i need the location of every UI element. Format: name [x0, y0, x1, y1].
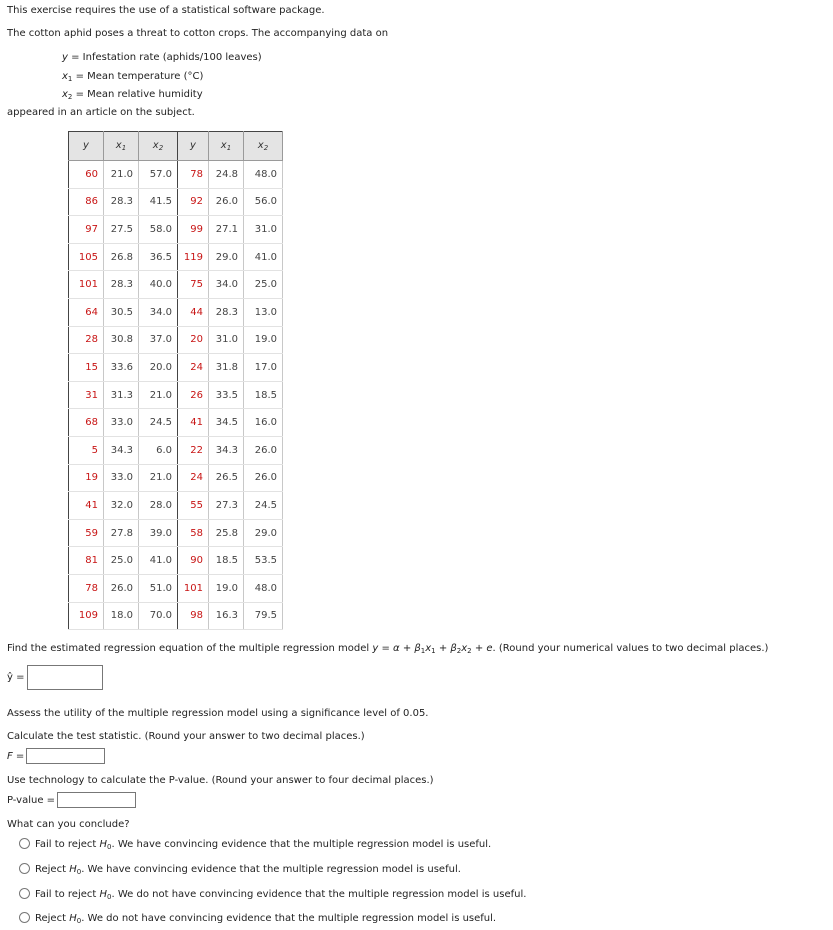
- table-cell: 86: [69, 188, 104, 216]
- table-row: [69, 298, 283, 326]
- yhat-input[interactable]: [27, 665, 103, 690]
- table-cell: 31.0: [209, 326, 244, 354]
- table-row: [69, 216, 283, 244]
- table-cell: 21.0: [139, 464, 178, 492]
- table-cell: 24: [178, 464, 209, 492]
- table-cell: 16.3: [209, 602, 244, 630]
- table-row: [69, 243, 283, 271]
- table-cell: 18.5: [209, 547, 244, 575]
- table-cell: 33.0: [104, 409, 139, 437]
- table-cell: 27.1: [209, 216, 244, 244]
- table-cell: 26: [178, 381, 209, 409]
- table-cell: 6.0: [139, 436, 178, 464]
- table-cell: 28.3: [209, 298, 244, 326]
- table-cell: 24.5: [139, 409, 178, 437]
- table-cell: 37.0: [139, 326, 178, 354]
- table-row: [69, 326, 283, 354]
- header-y: y: [178, 132, 209, 161]
- radio-option-3[interactable]: [19, 888, 30, 899]
- table-cell: 20.0: [139, 354, 178, 382]
- table-cell: 33.0: [104, 464, 139, 492]
- table-cell: 26.0: [209, 188, 244, 216]
- table-cell: 32.0: [104, 492, 139, 520]
- table-row: [69, 492, 283, 520]
- table-cell: 34.0: [209, 271, 244, 299]
- header-x1: $x_1$: [209, 132, 244, 161]
- table-cell: 57.0: [139, 161, 178, 189]
- table-cell: 20: [178, 326, 209, 354]
- table-cell: 21.0: [139, 381, 178, 409]
- table-cell: 33.5: [209, 381, 244, 409]
- table-cell: 31.0: [244, 216, 283, 244]
- radio-option-4[interactable]: [19, 912, 30, 923]
- table-cell: 24: [178, 354, 209, 382]
- calc-f-instruction: Calculate the test statistic. (Round your answer to two decimal places.): [7, 731, 365, 742]
- table-cell: 30.8: [104, 326, 139, 354]
- option-4-label[interactable]: Reject $H_0$. We do not have convincing evidence that the multiple regression model is useful.: [35, 913, 497, 925]
- table-cell: 28.0: [139, 492, 178, 520]
- table-cell: 55: [178, 492, 209, 520]
- table-cell: 53.5: [244, 547, 283, 575]
- table-cell: 98: [178, 602, 209, 630]
- table-cell: 68: [69, 409, 104, 437]
- table-cell: 26.5: [209, 464, 244, 492]
- table-row: [69, 519, 283, 547]
- table-cell: 31.8: [209, 354, 244, 382]
- table-row: [69, 381, 283, 409]
- radio-option-2[interactable]: [19, 863, 30, 874]
- option-2-label[interactable]: Reject $H_0$. We have convincing evidence that the multiple regression model is useful.: [35, 864, 461, 876]
- table-cell: 19.0: [244, 326, 283, 354]
- table-row: [69, 271, 283, 299]
- table-cell: 109: [69, 602, 104, 630]
- table-cell: 33.6: [104, 354, 139, 382]
- table-cell: 34.5: [209, 409, 244, 437]
- table-row: [69, 602, 283, 630]
- table-cell: 26.0: [104, 574, 139, 602]
- table-cell: 48.0: [244, 161, 283, 189]
- table-cell: 119: [178, 243, 209, 271]
- table-cell: 25.0: [244, 271, 283, 299]
- intro-line-1: This exercise requires the use of a statistical software package.: [7, 5, 325, 16]
- table-cell: 28.3: [104, 271, 139, 299]
- table-cell: 18.0: [104, 602, 139, 630]
- table-cell: 79.5: [244, 602, 283, 630]
- table-row: [69, 188, 283, 216]
- table-cell: 26.0: [244, 436, 283, 464]
- table-cell: 27.5: [104, 216, 139, 244]
- table-cell: 25.0: [104, 547, 139, 575]
- header-x1: $x_1$: [104, 132, 139, 161]
- model-formula: $y = \alpha + \beta_1x_1 + \beta_2x_2 + e$: [372, 643, 493, 655]
- table-cell: 101: [69, 271, 104, 299]
- table-cell: 64: [69, 298, 104, 326]
- table-cell: 18.5: [244, 381, 283, 409]
- table-cell: 41.5: [139, 188, 178, 216]
- table-cell: 40.0: [139, 271, 178, 299]
- table-cell: 36.5: [139, 243, 178, 271]
- intro-line-2: The cotton aphid poses a threat to cotton crops. The accompanying data on: [7, 28, 389, 39]
- table-cell: 19.0: [209, 574, 244, 602]
- table-cell: 75: [178, 271, 209, 299]
- table-cell: 15: [69, 354, 104, 382]
- table-cell: 16.0: [244, 409, 283, 437]
- table-cell: 34.3: [104, 436, 139, 464]
- table-cell: 44: [178, 298, 209, 326]
- header-x2: $x_2$: [244, 132, 283, 161]
- table-cell: 90: [178, 547, 209, 575]
- table-cell: 48.0: [244, 574, 283, 602]
- p-value-input[interactable]: [57, 792, 136, 808]
- table-row: [69, 436, 283, 464]
- table-cell: 78: [69, 574, 104, 602]
- definition-x2: $x_2$ = Mean relative humidity: [62, 89, 203, 101]
- table-cell: 97: [69, 216, 104, 244]
- table-cell: 58.0: [139, 216, 178, 244]
- f-statistic-input[interactable]: [26, 748, 105, 764]
- table-cell: 56.0: [244, 188, 283, 216]
- question-regression-equation: Find the estimated regression equation of the multiple regression model $y = \alpha + \beta_1x_1 + \beta_2x_2 + e$. (Round your numerical values to two decimal places.): [7, 643, 769, 655]
- table-cell: 17.0: [244, 354, 283, 382]
- table-cell: 70.0: [139, 602, 178, 630]
- table-row: [69, 574, 283, 602]
- intro-line-3: appeared in an article on the subject.: [7, 107, 195, 118]
- header-y: y: [69, 132, 104, 161]
- table-cell: 26.8: [104, 243, 139, 271]
- definition-x1: $x_1$ = Mean temperature (°C): [62, 70, 204, 83]
- table-row: [69, 354, 283, 382]
- table-header-row: [69, 132, 283, 161]
- table-cell: 39.0: [139, 519, 178, 547]
- table-cell: 59: [69, 519, 104, 547]
- table-cell: 41: [69, 492, 104, 520]
- table-cell: 78: [178, 161, 209, 189]
- table-cell: 28.3: [104, 188, 139, 216]
- table-cell: 41: [178, 409, 209, 437]
- table-cell: 34.3: [209, 436, 244, 464]
- table-cell: 13.0: [244, 298, 283, 326]
- option-1-label[interactable]: Fail to reject $H_0$. We have convincing evidence that the multiple regression model is useful.: [35, 839, 492, 851]
- variable-definitions: [62, 50, 262, 106]
- table-cell: 31.3: [104, 381, 139, 409]
- assess-instruction: Assess the utility of the multiple regression model using a significance level of 0.05.: [7, 708, 429, 719]
- table-cell: 105: [69, 243, 104, 271]
- header-x2: $x_2$: [139, 132, 178, 161]
- table-cell: 5: [69, 436, 104, 464]
- table-cell: 29.0: [244, 519, 283, 547]
- table-row: [69, 409, 283, 437]
- table-cell: 34.0: [139, 298, 178, 326]
- table-cell: 19: [69, 464, 104, 492]
- table-cell: 27.3: [209, 492, 244, 520]
- table-cell: 60: [69, 161, 104, 189]
- table-cell: 92: [178, 188, 209, 216]
- table-cell: 101: [178, 574, 209, 602]
- table-cell: 41.0: [244, 243, 283, 271]
- table-cell: 81: [69, 547, 104, 575]
- table-cell: 25.8: [209, 519, 244, 547]
- table-cell: 24.5: [244, 492, 283, 520]
- table-cell: 22: [178, 436, 209, 464]
- option-3-label[interactable]: Fail to reject $H_0$. We do not have convincing evidence that the multiple regression model is useful.: [35, 889, 527, 901]
- table-cell: 51.0: [139, 574, 178, 602]
- table-cell: 24.8: [209, 161, 244, 189]
- p-value-label: P-value =: [7, 795, 56, 806]
- yhat-label: ŷ =: [7, 672, 25, 683]
- table-cell: 26.0: [244, 464, 283, 492]
- table-cell: 29.0: [209, 243, 244, 271]
- f-label: F =: [7, 751, 25, 762]
- table-cell: 58: [178, 519, 209, 547]
- data-table: [68, 131, 283, 630]
- table-cell: 21.0: [104, 161, 139, 189]
- radio-option-1[interactable]: [19, 838, 30, 849]
- definition-y: y = Infestation rate (aphids/100 leaves): [62, 52, 262, 63]
- p-value-instruction: Use technology to calculate the P-value. (Round your answer to four decimal places.): [7, 775, 434, 786]
- table-cell: 99: [178, 216, 209, 244]
- table-row: [69, 464, 283, 492]
- table-cell: 41.0: [139, 547, 178, 575]
- table-row: [69, 547, 283, 575]
- conclude-question: What can you conclude?: [7, 819, 130, 830]
- table-row: [69, 161, 283, 189]
- table-cell: 31: [69, 381, 104, 409]
- table-cell: 30.5: [104, 298, 139, 326]
- table-cell: 27.8: [104, 519, 139, 547]
- table-cell: 28: [69, 326, 104, 354]
